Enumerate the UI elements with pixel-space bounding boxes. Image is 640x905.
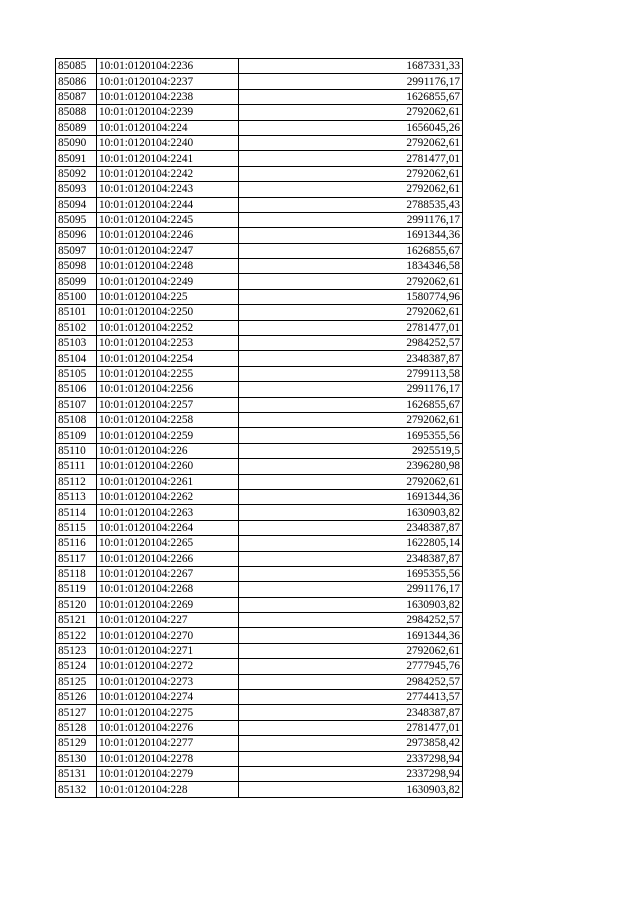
table-row [56, 459, 463, 474]
value-cell: 2792062,61 [239, 305, 463, 320]
value-cell: 2337298,94 [239, 766, 463, 781]
table-row [56, 720, 463, 735]
cadastral-number-cell: 10:01:0120104:2278 [97, 751, 239, 766]
cadastral-number-cell: 10:01:0120104:2277 [97, 736, 239, 751]
row-number-cell: 85088 [56, 105, 97, 120]
cadastral-number-cell: 10:01:0120104:2241 [97, 151, 239, 166]
row-number-cell: 85112 [56, 474, 97, 489]
cadastral-number-cell: 10:01:0120104:2259 [97, 428, 239, 443]
cadastral-number-cell: 10:01:0120104:2262 [97, 489, 239, 504]
value-cell: 2792062,61 [239, 135, 463, 150]
table-row [56, 659, 463, 674]
cadastral-number-cell: 10:01:0120104:2248 [97, 259, 239, 274]
row-number-cell: 85116 [56, 536, 97, 551]
value-cell: 1630903,82 [239, 505, 463, 520]
value-cell: 2792062,61 [239, 274, 463, 289]
row-number-cell: 85126 [56, 690, 97, 705]
table-row [56, 597, 463, 612]
row-number-cell: 85095 [56, 212, 97, 227]
table-body [56, 59, 463, 798]
value-cell: 2781477,01 [239, 320, 463, 335]
table-row [56, 320, 463, 335]
cadastral-number-cell: 10:01:0120104:2236 [97, 59, 239, 74]
row-number-cell: 85118 [56, 566, 97, 581]
value-cell: 1656045,26 [239, 120, 463, 135]
row-number-cell: 85132 [56, 782, 97, 797]
value-cell: 2991176,17 [239, 582, 463, 597]
table-row [56, 351, 463, 366]
value-cell: 1834346,58 [239, 259, 463, 274]
table-row [56, 336, 463, 351]
cadastral-number-cell: 10:01:0120104:2263 [97, 505, 239, 520]
row-number-cell: 85123 [56, 643, 97, 658]
cadastral-number-cell: 10:01:0120104:2272 [97, 659, 239, 674]
table-row [56, 751, 463, 766]
cadastral-number-cell: 10:01:0120104:2273 [97, 674, 239, 689]
row-number-cell: 85114 [56, 505, 97, 520]
value-cell: 1691344,36 [239, 628, 463, 643]
value-cell: 2788535,43 [239, 197, 463, 212]
cadastral-number-cell: 10:01:0120104:2239 [97, 105, 239, 120]
row-number-cell: 85103 [56, 336, 97, 351]
value-cell: 2984252,57 [239, 674, 463, 689]
value-cell: 2777945,76 [239, 659, 463, 674]
data-table [55, 58, 463, 798]
table-row [56, 397, 463, 412]
table-row [56, 151, 463, 166]
row-number-cell: 85130 [56, 751, 97, 766]
table-row [56, 212, 463, 227]
cadastral-number-cell: 10:01:0120104:2275 [97, 705, 239, 720]
value-cell: 1695355,56 [239, 428, 463, 443]
table-row [56, 736, 463, 751]
row-number-cell: 85089 [56, 120, 97, 135]
cadastral-number-cell: 10:01:0120104:2274 [97, 690, 239, 705]
row-number-cell: 85115 [56, 520, 97, 535]
row-number-cell: 85113 [56, 489, 97, 504]
value-cell: 2348387,87 [239, 351, 463, 366]
cadastral-number-cell: 10:01:0120104:2260 [97, 459, 239, 474]
row-number-cell: 85098 [56, 259, 97, 274]
table-row [56, 613, 463, 628]
value-cell: 1630903,82 [239, 782, 463, 797]
cadastral-number-cell: 10:01:0120104:2268 [97, 582, 239, 597]
value-cell: 2792062,61 [239, 105, 463, 120]
value-cell: 2792062,61 [239, 166, 463, 181]
table-row [56, 536, 463, 551]
cadastral-number-cell: 10:01:0120104:2269 [97, 597, 239, 612]
value-cell: 1626855,67 [239, 89, 463, 104]
row-number-cell: 85107 [56, 397, 97, 412]
row-number-cell: 85093 [56, 182, 97, 197]
cadastral-number-cell: 10:01:0120104:2253 [97, 336, 239, 351]
value-cell: 2799113,58 [239, 366, 463, 381]
cadastral-number-cell: 10:01:0120104:2258 [97, 412, 239, 427]
table-row [56, 643, 463, 658]
cadastral-number-cell: 10:01:0120104:2261 [97, 474, 239, 489]
table-row [56, 120, 463, 135]
row-number-cell: 85094 [56, 197, 97, 212]
table-row [56, 551, 463, 566]
table-row [56, 412, 463, 427]
cadastral-number-cell: 10:01:0120104:2257 [97, 397, 239, 412]
cadastral-number-cell: 10:01:0120104:2254 [97, 351, 239, 366]
table-row [56, 474, 463, 489]
row-number-cell: 85106 [56, 382, 97, 397]
row-number-cell: 85086 [56, 74, 97, 89]
row-number-cell: 85104 [56, 351, 97, 366]
table-row [56, 259, 463, 274]
cadastral-number-cell: 10:01:0120104:2249 [97, 274, 239, 289]
value-cell: 2396280,98 [239, 459, 463, 474]
table-row [56, 766, 463, 781]
row-number-cell: 85100 [56, 289, 97, 304]
row-number-cell: 85108 [56, 412, 97, 427]
table-row [56, 489, 463, 504]
table-row [56, 520, 463, 535]
value-cell: 2792062,61 [239, 182, 463, 197]
table-row [56, 505, 463, 520]
cadastral-number-cell: 10:01:0120104:226 [97, 443, 239, 458]
table-row [56, 443, 463, 458]
cadastral-number-cell: 10:01:0120104:2238 [97, 89, 239, 104]
table-row [56, 305, 463, 320]
value-cell: 1687331,33 [239, 59, 463, 74]
table-row [56, 782, 463, 797]
value-cell: 1691344,36 [239, 228, 463, 243]
cadastral-number-cell: 10:01:0120104:2270 [97, 628, 239, 643]
row-number-cell: 85102 [56, 320, 97, 335]
cadastral-number-cell: 10:01:0120104:2271 [97, 643, 239, 658]
table-row [56, 59, 463, 74]
table-row [56, 74, 463, 89]
cadastral-number-cell: 10:01:0120104:2242 [97, 166, 239, 181]
table-row [56, 366, 463, 381]
value-cell: 1626855,67 [239, 397, 463, 412]
table-row [56, 89, 463, 104]
cadastral-number-cell: 10:01:0120104:2276 [97, 720, 239, 735]
cadastral-number-cell: 10:01:0120104:2244 [97, 197, 239, 212]
table-row [56, 228, 463, 243]
row-number-cell: 85119 [56, 582, 97, 597]
row-number-cell: 85129 [56, 736, 97, 751]
table-row [56, 582, 463, 597]
cadastral-number-cell: 10:01:0120104:228 [97, 782, 239, 797]
value-cell: 2348387,87 [239, 705, 463, 720]
cadastral-number-cell: 10:01:0120104:2256 [97, 382, 239, 397]
value-cell: 2348387,87 [239, 551, 463, 566]
table-row [56, 428, 463, 443]
row-number-cell: 85125 [56, 674, 97, 689]
value-cell: 2348387,87 [239, 520, 463, 535]
table-row [56, 289, 463, 304]
table-row [56, 274, 463, 289]
value-cell: 2774413,57 [239, 690, 463, 705]
row-number-cell: 85131 [56, 766, 97, 781]
value-cell: 2984252,57 [239, 336, 463, 351]
row-number-cell: 85117 [56, 551, 97, 566]
row-number-cell: 85110 [56, 443, 97, 458]
table-row [56, 628, 463, 643]
row-number-cell: 85109 [56, 428, 97, 443]
cadastral-number-cell: 10:01:0120104:2265 [97, 536, 239, 551]
cadastral-number-cell: 10:01:0120104:224 [97, 120, 239, 135]
value-cell: 2792062,61 [239, 643, 463, 658]
row-number-cell: 85090 [56, 135, 97, 150]
value-cell: 2337298,94 [239, 751, 463, 766]
row-number-cell: 85122 [56, 628, 97, 643]
value-cell: 2925519,5 [239, 443, 463, 458]
table-row [56, 690, 463, 705]
value-cell: 2792062,61 [239, 412, 463, 427]
cadastral-number-cell: 10:01:0120104:2246 [97, 228, 239, 243]
row-number-cell: 85124 [56, 659, 97, 674]
value-cell: 2984252,57 [239, 613, 463, 628]
value-cell: 2781477,01 [239, 720, 463, 735]
row-number-cell: 85101 [56, 305, 97, 320]
cadastral-number-cell: 10:01:0120104:2243 [97, 182, 239, 197]
value-cell: 2991176,17 [239, 212, 463, 227]
value-cell: 1691344,36 [239, 489, 463, 504]
row-number-cell: 85111 [56, 459, 97, 474]
cadastral-number-cell: 10:01:0120104:2245 [97, 212, 239, 227]
table-row [56, 135, 463, 150]
value-cell: 2991176,17 [239, 382, 463, 397]
row-number-cell: 85087 [56, 89, 97, 104]
cadastral-number-cell: 10:01:0120104:2266 [97, 551, 239, 566]
row-number-cell: 85121 [56, 613, 97, 628]
row-number-cell: 85096 [56, 228, 97, 243]
value-cell: 2781477,01 [239, 151, 463, 166]
cadastral-number-cell: 10:01:0120104:2237 [97, 74, 239, 89]
value-cell: 2973858,42 [239, 736, 463, 751]
cadastral-number-cell: 10:01:0120104:225 [97, 289, 239, 304]
table-row [56, 197, 463, 212]
value-cell: 2792062,61 [239, 474, 463, 489]
table-row [56, 382, 463, 397]
row-number-cell: 85092 [56, 166, 97, 181]
cadastral-number-cell: 10:01:0120104:2264 [97, 520, 239, 535]
cadastral-number-cell: 10:01:0120104:2252 [97, 320, 239, 335]
value-cell: 1630903,82 [239, 597, 463, 612]
row-number-cell: 85097 [56, 243, 97, 258]
row-number-cell: 85105 [56, 366, 97, 381]
value-cell: 1580774,96 [239, 289, 463, 304]
value-cell: 2991176,17 [239, 74, 463, 89]
cadastral-number-cell: 10:01:0120104:227 [97, 613, 239, 628]
value-cell: 1626855,67 [239, 243, 463, 258]
row-number-cell: 85091 [56, 151, 97, 166]
table-row [56, 182, 463, 197]
table-row [56, 566, 463, 581]
table-row [56, 166, 463, 181]
cadastral-number-cell: 10:01:0120104:2250 [97, 305, 239, 320]
table-row [56, 705, 463, 720]
row-number-cell: 85099 [56, 274, 97, 289]
row-number-cell: 85085 [56, 59, 97, 74]
table-row [56, 105, 463, 120]
row-number-cell: 85120 [56, 597, 97, 612]
cadastral-number-cell: 10:01:0120104:2240 [97, 135, 239, 150]
cadastral-number-cell: 10:01:0120104:2255 [97, 366, 239, 381]
cadastral-number-cell: 10:01:0120104:2247 [97, 243, 239, 258]
table-row [56, 674, 463, 689]
cadastral-number-cell: 10:01:0120104:2279 [97, 766, 239, 781]
row-number-cell: 85128 [56, 720, 97, 735]
row-number-cell: 85127 [56, 705, 97, 720]
value-cell: 1695355,56 [239, 566, 463, 581]
cadastral-number-cell: 10:01:0120104:2267 [97, 566, 239, 581]
table-row [56, 243, 463, 258]
value-cell: 1622805,14 [239, 536, 463, 551]
